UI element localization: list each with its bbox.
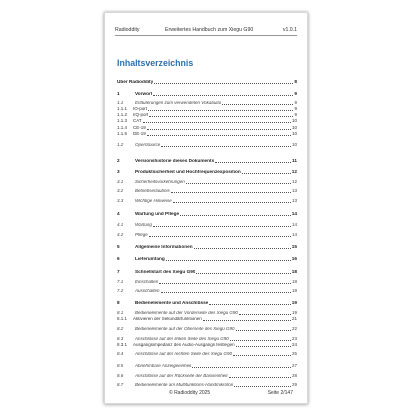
toc-entry[interactable] bbox=[117, 374, 297, 379]
toc-entry-page: 10 bbox=[291, 142, 297, 147]
toc-entry-page: 25 bbox=[291, 351, 297, 356]
toc-entry-label: Bedienelemente auf der Vorderseite des Xiegu G90 bbox=[135, 311, 238, 315]
toc-entry-page: 14 bbox=[291, 232, 297, 237]
toc-dot-leader bbox=[192, 367, 291, 368]
toc-dot-leader bbox=[161, 292, 291, 293]
toc-dot-leader bbox=[143, 122, 291, 123]
toc-entry-label: Wartung und Pflege bbox=[135, 212, 180, 216]
toc-title: Inhaltsverzeichnis bbox=[117, 58, 194, 68]
footer-copyright: © Radioddity 2025 bbox=[169, 390, 211, 396]
toc-entry-page: 9 bbox=[294, 91, 297, 96]
toc-entry-label: Versionshistorie dieses Dokuments bbox=[135, 159, 215, 163]
toc-dot-leader bbox=[186, 183, 291, 184]
toc-entry-page: 10 bbox=[291, 125, 297, 130]
toc-dot-leader bbox=[161, 146, 291, 147]
toc-entry-page: 19 bbox=[291, 310, 297, 315]
toc-dot-leader bbox=[153, 226, 291, 227]
toc-entry-number: 7.2 bbox=[117, 289, 124, 293]
toc-entry[interactable] bbox=[117, 92, 297, 97]
toc-entry-page: 21 bbox=[291, 316, 297, 321]
toc-entry-number: 8 bbox=[117, 301, 120, 305]
toc-dot-leader bbox=[233, 355, 291, 356]
toc-entry[interactable] bbox=[117, 337, 297, 342]
toc-entry-label: Anschlüsse auf der rechten Seite des Xiegu G90 bbox=[135, 352, 233, 356]
footer-page-number: Seite 2/147 bbox=[267, 390, 293, 396]
toc-dot-leader bbox=[194, 248, 291, 249]
header-version: v1.0.1 bbox=[282, 27, 297, 33]
toc-entry-number: 8.5 bbox=[117, 364, 124, 368]
toc-dot-leader bbox=[166, 260, 291, 261]
toc-entry-number: 4.2 bbox=[117, 233, 124, 237]
toc-entry[interactable] bbox=[117, 113, 297, 118]
toc-entry[interactable] bbox=[117, 343, 297, 348]
toc-entry-page: 14 bbox=[291, 211, 297, 216]
toc-dot-leader bbox=[230, 340, 291, 341]
toc-dot-leader bbox=[234, 386, 291, 387]
toc-entry-label: DE-19 bbox=[133, 132, 146, 136]
toc-entry-number: 1.1.3 bbox=[117, 119, 128, 123]
toc-dot-leader bbox=[159, 283, 291, 284]
toc-entry[interactable] bbox=[117, 317, 297, 322]
toc-entry-label: Anschlüsse auf der linken Seite des Xiegu G90 bbox=[135, 337, 229, 341]
toc-entry[interactable] bbox=[117, 212, 297, 217]
toc-dot-leader bbox=[229, 377, 291, 378]
toc-entry[interactable] bbox=[117, 289, 297, 294]
toc-entry[interactable] bbox=[117, 233, 297, 238]
toc-entry-number: 4 bbox=[117, 212, 120, 216]
toc-entry-label: Aktivieren der Sekundärfunktionen bbox=[133, 317, 202, 321]
toc-entry-number: 7.1 bbox=[117, 280, 124, 284]
toc-entry-label: Wichtige Hinweise bbox=[135, 199, 172, 203]
toc-entry-page: 8 bbox=[294, 79, 297, 84]
toc-entry[interactable] bbox=[117, 189, 297, 194]
toc-entry-number: 1.2 bbox=[117, 143, 124, 147]
toc-entry-number: 8.3.1 bbox=[117, 343, 128, 347]
toc-entry-label: Ausschalten bbox=[135, 289, 160, 293]
toc-entry-label: Vorwort bbox=[135, 92, 153, 96]
toc-entry-label: Bedienelemente am Multifunktions-Handmikrofon bbox=[135, 383, 234, 387]
toc-entry[interactable] bbox=[117, 126, 297, 131]
toc-entry-page: 29 bbox=[291, 382, 297, 387]
toc-entry-label: Über Radioddity bbox=[117, 80, 154, 84]
toc-entry-page: 18 bbox=[291, 269, 297, 274]
toc-entry-page: 18 bbox=[291, 288, 297, 293]
toc-dot-leader bbox=[149, 236, 291, 237]
toc-entry-number: 8.4 bbox=[117, 352, 124, 356]
toc-entry-number: 8.2 bbox=[117, 327, 124, 331]
toc-dot-leader bbox=[209, 304, 290, 305]
toc-entry[interactable] bbox=[117, 280, 297, 285]
toc-entry[interactable] bbox=[117, 159, 297, 164]
toc-entry-label: Pflege bbox=[135, 233, 148, 237]
toc-entry[interactable] bbox=[117, 143, 297, 148]
toc-dot-leader bbox=[180, 215, 291, 216]
toc-entry-number: 1.1.1 bbox=[117, 107, 128, 111]
toc-entry-page: 9 bbox=[294, 112, 297, 117]
toc-entry-page: 16 bbox=[291, 256, 297, 261]
toc-entry[interactable] bbox=[117, 311, 297, 316]
page-header bbox=[115, 27, 297, 35]
toc-dot-leader bbox=[222, 104, 293, 105]
toc-entry-label: Ausgangsimpedanz des Audio-Ausgangs festlegen bbox=[133, 343, 235, 347]
toc-entry-label: Betriebserlaubnis bbox=[135, 189, 170, 193]
toc-entry-page: 12 bbox=[291, 179, 297, 184]
toc-entry-number: 7 bbox=[117, 270, 120, 274]
page-footer bbox=[115, 390, 297, 398]
toc-entry-page: 11 bbox=[292, 158, 297, 163]
toc-entry-number: 1.1 bbox=[117, 101, 124, 105]
toc-entry-page: 19 bbox=[291, 300, 297, 305]
toc-entry-page: 13 bbox=[291, 188, 297, 193]
toc-dot-leader bbox=[236, 346, 291, 347]
toc-entry-number: 1.1.5 bbox=[117, 132, 128, 136]
toc-entry-label: IO-port bbox=[133, 107, 148, 111]
toc-dot-leader bbox=[154, 83, 293, 84]
toc-entry[interactable] bbox=[117, 270, 297, 275]
toc-entry[interactable] bbox=[117, 101, 297, 106]
toc-entry[interactable] bbox=[117, 245, 297, 250]
toc-entry-label: Wartung bbox=[135, 223, 152, 227]
toc-entry-label: OpenSource bbox=[135, 143, 161, 147]
toc-entry-label: Erläuterungen zum verwendeten Vokabular bbox=[135, 101, 222, 105]
toc-entry-label: Allgemeine Informationen bbox=[135, 245, 193, 249]
toc-entry-number: 4.1 bbox=[117, 223, 124, 227]
document-page bbox=[104, 12, 308, 404]
toc-entry-number: 8.1 bbox=[117, 311, 124, 315]
toc-entry-number: 2 bbox=[117, 159, 120, 163]
toc-entry-label: Lieferumfang bbox=[135, 257, 165, 261]
toc-dot-leader bbox=[148, 110, 293, 111]
header-document-title: Erweitertes Handbuch zum Xiegu G90 bbox=[165, 27, 254, 33]
toc-entry-page: 23 bbox=[291, 336, 297, 341]
toc-entry[interactable] bbox=[117, 327, 297, 332]
toc-dot-leader bbox=[171, 192, 291, 193]
toc-entry-label: Anschlüsse auf der Rückseite der Basiseinheit bbox=[135, 374, 228, 378]
toc-entry[interactable] bbox=[117, 301, 297, 306]
toc-entry-page: 15 bbox=[291, 244, 297, 249]
toc-dot-leader bbox=[239, 314, 291, 315]
toc-entry[interactable] bbox=[117, 80, 297, 85]
header-brand: Radioddity bbox=[115, 27, 140, 33]
toc-entry[interactable] bbox=[117, 107, 297, 112]
toc-entry-number: 8.1.1 bbox=[117, 317, 128, 321]
toc-dot-leader bbox=[153, 95, 293, 96]
toc-entry-label: Produktsicherheit und Hochfrequenzexposition bbox=[135, 170, 241, 174]
toc-entry[interactable] bbox=[117, 223, 297, 228]
toc-entry-page: 9 bbox=[294, 100, 297, 105]
toc-entry[interactable] bbox=[117, 170, 297, 175]
toc-dot-leader bbox=[242, 173, 291, 174]
toc-entry[interactable] bbox=[117, 352, 297, 357]
toc-dot-leader bbox=[149, 116, 293, 117]
toc-entry-number: 3.1 bbox=[117, 180, 124, 184]
toc-entry-number: 8.6 bbox=[117, 374, 124, 378]
toc-entry-number: 8.7 bbox=[117, 383, 124, 387]
toc-entry-label: Einschalten bbox=[135, 280, 159, 284]
toc-entry-page: 18 bbox=[291, 279, 297, 284]
toc-dot-leader bbox=[147, 129, 291, 130]
toc-entry-page: 24 bbox=[291, 342, 297, 347]
toc-entry-page: 12 bbox=[291, 169, 297, 174]
toc-entry-page: 9 bbox=[294, 106, 297, 111]
toc-entry[interactable] bbox=[117, 119, 297, 124]
toc-entry-label: Sicherheitsvorkehrungen bbox=[135, 180, 185, 184]
toc-dot-leader bbox=[196, 273, 290, 274]
toc-entry[interactable] bbox=[117, 199, 297, 204]
toc-entry-page: 14 bbox=[291, 222, 297, 227]
toc-entry-label: CE-19 bbox=[133, 126, 146, 130]
toc-entry-label: Bedienelemente und Anschlüsse bbox=[135, 301, 209, 305]
toc-entry-number: 3.2 bbox=[117, 189, 124, 193]
toc-entry-number: 3 bbox=[117, 170, 120, 174]
toc-entry-label: Abnehmbare Anzeigeeinheit bbox=[135, 364, 192, 368]
toc-dot-leader bbox=[147, 135, 291, 136]
toc-dot-leader bbox=[215, 162, 291, 163]
toc-entry-number: 1 bbox=[117, 92, 120, 96]
toc-entry-number: 8.3 bbox=[117, 337, 124, 341]
toc-dot-leader bbox=[203, 320, 291, 321]
toc-entry[interactable] bbox=[117, 180, 297, 185]
toc-entry-page: 10 bbox=[291, 131, 297, 136]
toc-entry[interactable] bbox=[117, 364, 297, 369]
toc-entry-label: CAT bbox=[133, 119, 142, 123]
toc-dot-leader bbox=[236, 330, 291, 331]
toc-dot-leader bbox=[173, 202, 291, 203]
toc-entry-number: 5 bbox=[117, 245, 120, 249]
toc-entry-page: 28 bbox=[291, 373, 297, 378]
toc-entry-label: I/Q-port bbox=[133, 113, 149, 117]
toc-entry-number: 1.1.2 bbox=[117, 113, 128, 117]
toc-entry-label: Bedienelemente auf der Oberseite des Xiegu G90 bbox=[135, 327, 235, 331]
toc-entry-number: 3.3 bbox=[117, 199, 124, 203]
toc-entry-page: 22 bbox=[291, 326, 297, 331]
toc-entry-label: Schnellstart des Xiegu G90 bbox=[135, 270, 196, 274]
toc-entry-number: 1.1.4 bbox=[117, 126, 128, 130]
toc-entry[interactable] bbox=[117, 383, 297, 388]
toc-entry[interactable] bbox=[117, 132, 297, 137]
toc-entry-page: 13 bbox=[291, 198, 297, 203]
toc-entry-number: 6 bbox=[117, 257, 120, 261]
toc-entry[interactable] bbox=[117, 257, 297, 262]
toc-entry-page: 27 bbox=[291, 363, 297, 368]
toc-entry-page: 10 bbox=[291, 118, 297, 123]
header-divider bbox=[115, 35, 297, 36]
